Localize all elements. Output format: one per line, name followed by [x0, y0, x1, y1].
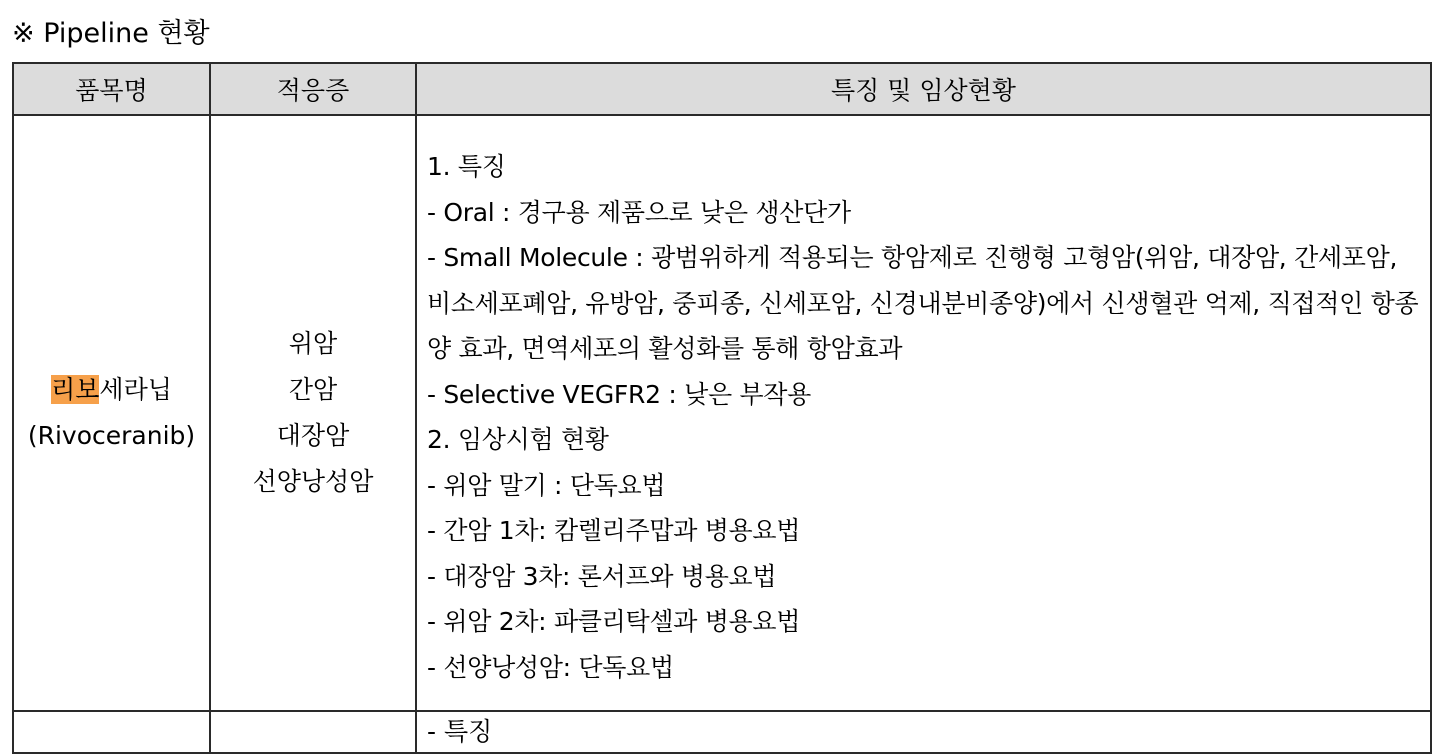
detail-line: - 위암 말기 : 단독요법 [427, 470, 666, 500]
table-row [13, 115, 1431, 711]
product-name-ko [14, 367, 209, 413]
table-row [13, 711, 1431, 753]
pipeline-table [12, 62, 1432, 754]
indication-cell [210, 711, 416, 753]
product-name-rest: 세라닙 [99, 375, 172, 404]
section-title: ※ Pipeline 현황 [12, 18, 210, 49]
header-indication: 적응증 [210, 63, 416, 115]
detail-line: - 간암 1차: 캄렐리주맙과 병용요법 [427, 516, 801, 545]
product-name-cell [13, 115, 210, 711]
detail-line: - 위암 2차: 파클리탁셀과 병용요법 [427, 607, 801, 636]
header-product-name: 품목명 [13, 63, 210, 115]
header-features-clinical: 특징 및 임상현황 [416, 63, 1431, 115]
features-clinical-cell [416, 115, 1431, 711]
detail-line: - Selective VEGFR2 : 낮은 부작용 [427, 379, 812, 409]
highlighted-text: 리보 [51, 375, 100, 404]
table-header-row [13, 63, 1431, 115]
detail-line: - 대장암 3차: 론서프와 병용요법 [427, 561, 777, 591]
indication-item: 위암 [288, 329, 338, 358]
product-name-cell [13, 711, 210, 753]
detail-line: - Oral : 경구용 제품으로 낮은 생산단가 [427, 197, 851, 227]
detail-line: 2. 임상시험 현황 [427, 425, 609, 454]
indication-item: 선양낭성암 [252, 467, 374, 496]
detail-line: 1. 특징 [427, 152, 506, 181]
detail-line: - 선양낭성암: 단독요법 [427, 652, 674, 682]
indication-cell [210, 115, 416, 711]
product-name-en: (Rivoceranib) [27, 421, 196, 450]
indication-item: 간암 [288, 375, 338, 404]
indication-item: 대장암 [276, 421, 350, 450]
features-clinical-cell: - 특징 [416, 711, 1431, 753]
detail-line: - Small Molecule : 광범위하게 적용되는 항암제로 진행형 고형암(위암, 대장암, 간세포암, 비소세포폐암, 유방암, 중피종, 신세포암, 신경내분비종양)에서 신생혈관 억제, 직접적인 항종양 효과, 면역세포의 활성화를 통해 항암효과 [427, 243, 1419, 363]
